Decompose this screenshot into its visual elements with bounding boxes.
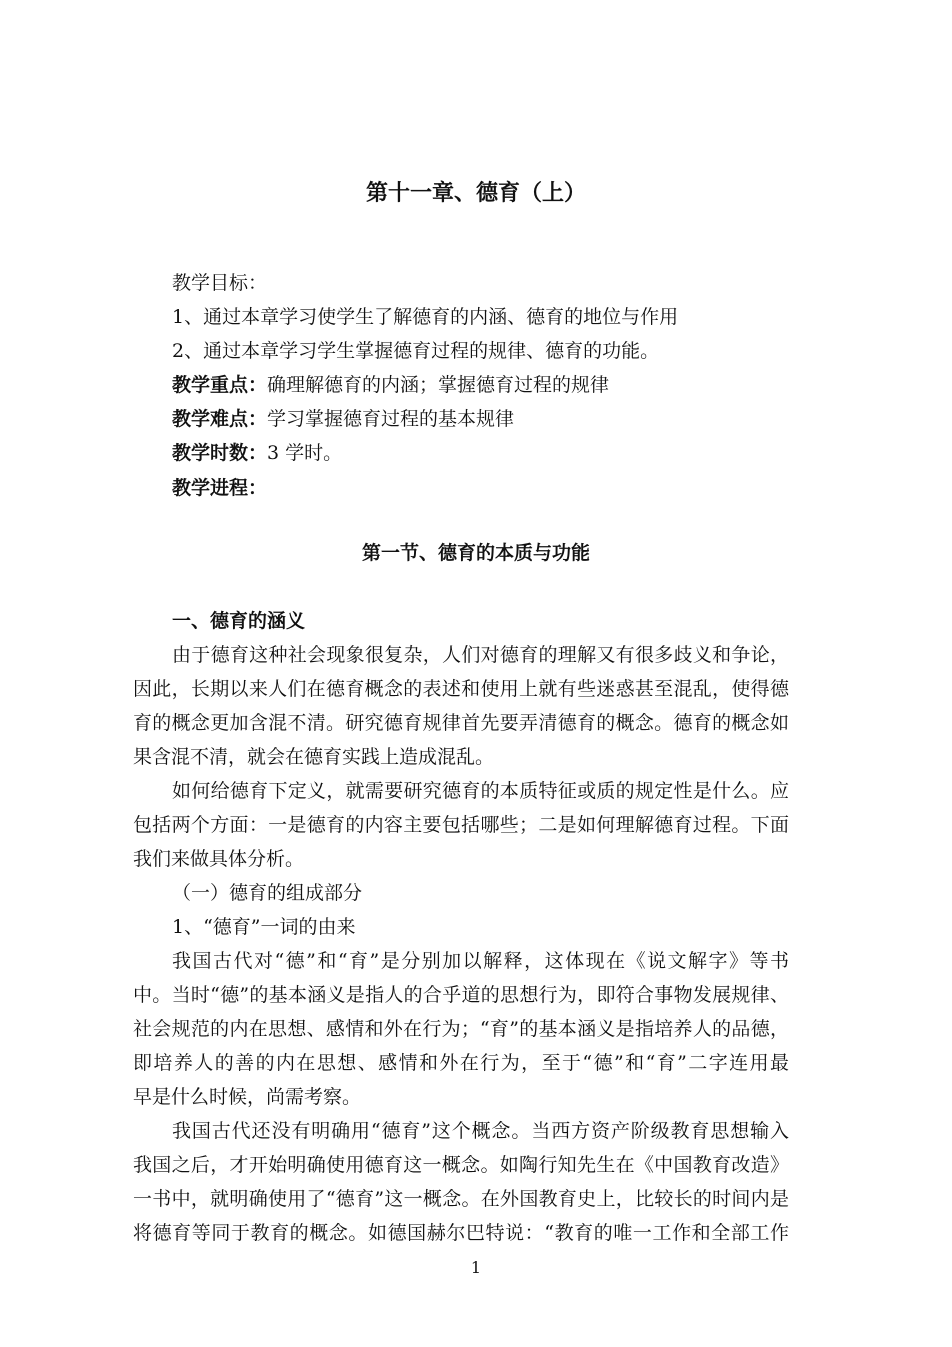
objective-item-2: 2、通过本章学习学生掌握德育过程的规律、德育的功能。 [172, 340, 660, 362]
para3-line-4: 即培养人的善的内在思想、感情和外在行为，至于“德”和“育”二字连用最 [133, 1052, 789, 1074]
subsection-title: 一、德育的涵义 [172, 610, 306, 632]
process-label: 教学进程： [172, 477, 268, 499]
para4-line-1: 我国古代还没有明确用“德育”这个概念。当西方资产阶级教育思想输入 [172, 1120, 789, 1142]
section-title: 第一节、德育的本质与功能 [361, 542, 590, 564]
para2-line-2: 包括两个方面：一是德育的内容主要包括哪些；二是如何理解德育过程。下面 [133, 814, 789, 836]
para3-line-3: 社会规范的内在思想、感情和外在行为；“育”的基本涵义是指培养人的品德， [133, 1018, 789, 1040]
focus-label: 教学重点： [172, 374, 268, 396]
difficulty-text: 学习掌握德育过程的基本规律 [267, 408, 515, 430]
para4-line-4: 将德育等同于教育的概念。如德国赫尔巴特说：“教育的唯一工作和全部工作 [133, 1222, 789, 1244]
para3-line-2: 中。当时“德”的基本涵义是指人的合乎道的思想行为，即符合事物发展规律、 [133, 984, 789, 1006]
difficulty-label: 教学难点： [172, 408, 268, 430]
focus-line [172, 373, 609, 397]
focus-text: 确理解德育的内涵；掌握德育过程的规律 [267, 374, 610, 396]
objectives-heading: 教学目标： [172, 272, 268, 294]
page-number: 1 [470, 1258, 482, 1277]
para2-line-1: 如何给德育下定义，就需要研究德育的本质特征或质的规定性是什么。应 [172, 780, 789, 802]
difficulty-line [172, 407, 514, 431]
hours-line [172, 441, 342, 465]
para3-line-1: 我国古代对“德”和“育”是分别加以解释，这体现在《说文解字》等书 [172, 950, 789, 972]
para1-line-3: 育的概念更加含混不清。研究德育规律首先要弄清德育的概念。德育的概念如 [133, 712, 789, 734]
hours-label: 教学时数： [172, 442, 268, 464]
para4-line-3: 一书中，就明确使用了“德育”这一概念。在外国教育史上，比较长的时间内是 [133, 1188, 789, 1210]
para1-line-2: 因此，长期以来人们在德育概念的表述和使用上就有些迷惑甚至混乱，使得德 [133, 678, 789, 700]
para1-line-4: 果含混不清，就会在德育实践上造成混乱。 [133, 746, 495, 768]
para4-line-2: 我国之后，才开始明确使用德育这一概念。如陶行知先生在《中国教育改造》 [133, 1154, 789, 1176]
para1-line-1: 由于德育这种社会现象很复杂，人们对德育的理解又有很多歧义和争论， [172, 644, 789, 666]
item-heading: 1、“德育”一词的由来 [172, 916, 356, 938]
hours-text: 3 学时。 [267, 442, 343, 464]
objective-item-1: 1、通过本章学习使学生了解德育的内涵、德育的地位与作用 [172, 306, 679, 328]
chapter-title: 第十一章、德育（上） [365, 180, 586, 206]
para3-line-5: 早是什么时候，尚需考察。 [133, 1086, 362, 1108]
sub-heading: （一）德育的组成部分 [172, 882, 363, 904]
para2-line-3: 我们来做具体分析。 [133, 848, 305, 870]
